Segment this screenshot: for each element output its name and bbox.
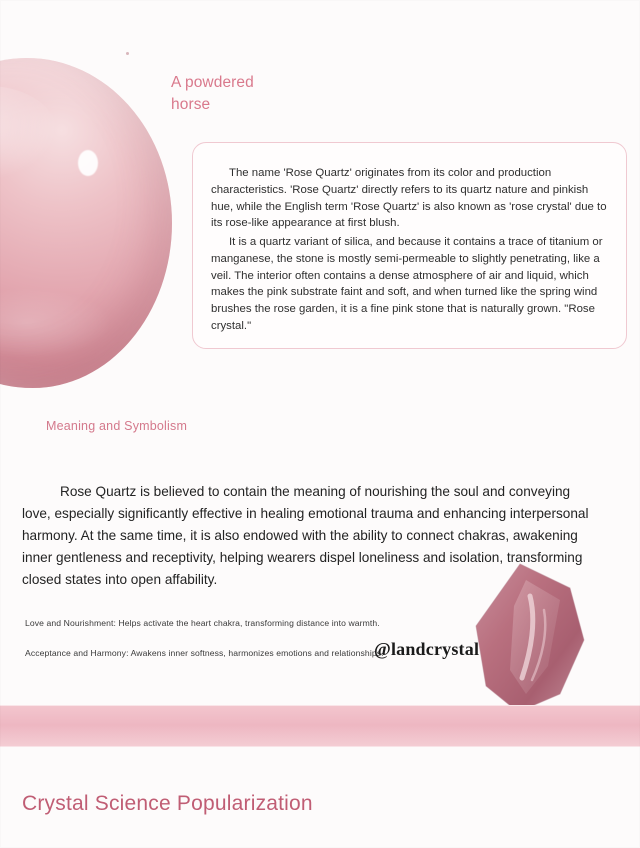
note-line-2: Acceptance and Harmony: Awakens inner softness, harmonizes emotions and relationships.: [25, 648, 384, 658]
band-line-bottom: [0, 746, 640, 747]
page-title-line-2: horse: [171, 96, 211, 113]
decorative-band: [0, 705, 640, 747]
band-line-top: [0, 705, 640, 706]
sphere-highlight-bottom: [0, 288, 112, 358]
description-paragraph-2: It is a quartz variant of silica, and because it contains a trace of titanium or manganese, the stone is mostly semi-permeable to slightly penetrating, like a veil. The interior often contains a dense atmosphere of air and liquid, which makes the pink substrate faint and soft, and when turned like the spring wind brushes the rose garden, it is a fine pink stone that is naturally grown. "Rose crystal.": [211, 236, 603, 332]
page-title-line-1: A powdered: [171, 74, 254, 91]
note-line-1: Love and Nourishment: Helps activate the heart chakra, transforming distance into warmth.: [25, 618, 380, 628]
description-paragraph-1: The name 'Rose Quartz' originates from its color and production characteristics. 'Rose Quartz' directly refers to its quartz nature and pinkish hue, while the English term 'Rose Quartz' is also known as 'rose crystal' due to its rose-like appearance at first blush.: [211, 167, 607, 230]
rose-quartz-sphere-image: [0, 58, 172, 388]
section-body-text: Rose Quartz is believed to contain the meaning of nourishing the soul and conveying love, especially significantly effective in healing emotional trauma and enhancing interpersonal harmony. At the same time, it is also endowed with the ability to connect chakras, awakening inner gentleness and receptivity, helping wearers dispel loneliness and isolation, transforming closed states into open affability.: [22, 484, 589, 588]
footer-heading: Crystal Science Popularization: [22, 792, 313, 815]
watermark-handle: @landcrystal: [374, 639, 480, 659]
page-title: [171, 72, 371, 116]
description-card: [192, 142, 627, 349]
rose-quartz-shard-image: [474, 562, 586, 714]
sphere-highlight-specular: [78, 150, 98, 176]
dot-marker: [126, 52, 129, 55]
sphere-highlight-soft: [0, 86, 58, 182]
section-subtitle: Meaning and Symbolism: [46, 419, 188, 433]
